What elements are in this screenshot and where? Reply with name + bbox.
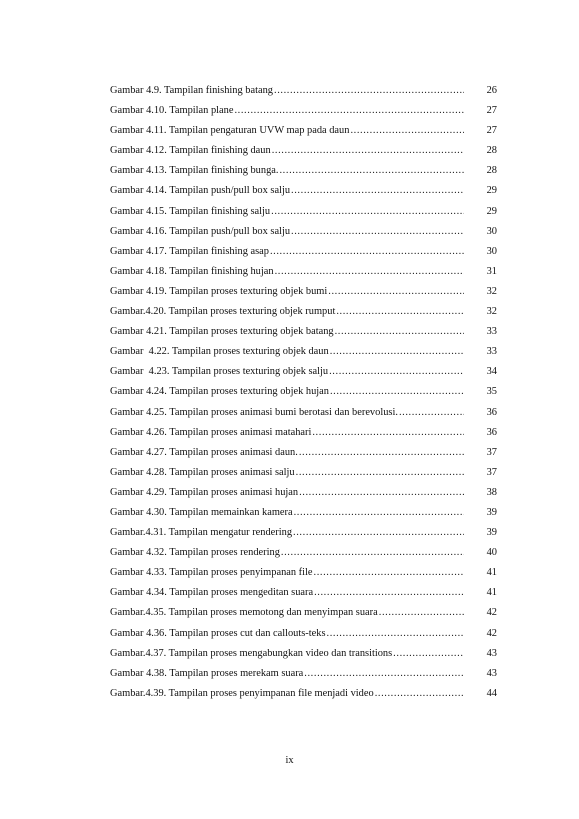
dot-leader (328, 282, 464, 302)
toc-entry (110, 644, 497, 664)
toc-entry-label: Gambar 4.16. Tampilan push/pull box salju (110, 225, 291, 237)
dot-leader (299, 483, 464, 503)
toc-entry-label: Gambar 4.15. Tampilan finishing salju (110, 205, 271, 217)
toc-entry-page: 37 (486, 446, 497, 458)
toc-entry-title-line (110, 603, 466, 623)
toc-entry-title-line (110, 583, 466, 603)
toc-entry (110, 624, 497, 644)
dot-leader (304, 664, 464, 684)
dot-leader (272, 141, 464, 161)
toc-entry-label: Gambar 4.27. Tampilan proses animasi daun. (110, 446, 298, 458)
toc-entry-page: 43 (486, 667, 497, 679)
toc-entry (110, 101, 497, 121)
dot-leader (393, 644, 464, 664)
toc-entry-title-line (110, 101, 466, 121)
toc-entry-label: Gambar 4.9. Tampilan finishing batang (110, 85, 273, 96)
toc-entry-label: Gambar 4.32. Tampilan proses rendering (110, 547, 280, 559)
toc-entry-label: Gambar 4.22. Tampilan proses texturing objek daun (110, 346, 329, 358)
toc-entry-title-line (110, 322, 466, 342)
toc-entry (110, 503, 497, 523)
toc-entry-page: 29 (486, 185, 497, 197)
toc-entry-label: Gambar 4.19. Tampilan proses texturing objek bumi (110, 285, 328, 297)
toc-entry-title-line (110, 161, 466, 181)
toc-entry-title-line (110, 342, 466, 362)
toc-entry (110, 382, 497, 402)
toc-entry-title-line (110, 121, 466, 141)
toc-entry-title-line (110, 664, 466, 684)
toc-entry-page: 42 (486, 627, 497, 639)
toc-entry-label: Gambar 4.28. Tampilan proses animasi salju (110, 466, 295, 478)
toc-entry-title-line (110, 543, 466, 563)
toc-entry (110, 242, 497, 262)
toc-entry (110, 262, 497, 282)
toc-entry-label: Gambar 4.14. Tampilan push/pull box salju (110, 185, 291, 197)
toc-entry-page: 36 (486, 406, 497, 418)
toc-entry-title-line (110, 362, 466, 382)
dot-leader (379, 603, 464, 623)
toc-entry (110, 141, 497, 161)
toc-entry-label: Gambar 4.18. Tampilan finishing hujan (110, 265, 274, 277)
toc-entry-title-line (110, 503, 466, 523)
toc-entry (110, 342, 497, 362)
toc-entry-label: Gambar 4.21. Tampilan proses texturing objek batang (110, 326, 334, 338)
dot-leader (234, 101, 464, 121)
dot-leader (291, 181, 464, 201)
page-number: ix (285, 755, 294, 766)
dot-leader (327, 624, 465, 644)
toc-entry (110, 362, 497, 382)
toc-entry-title-line (110, 141, 466, 161)
toc-entry-page: 30 (486, 225, 497, 237)
toc-entry (110, 603, 497, 623)
toc-entry (110, 463, 497, 483)
toc-entry-label: Gambar 4.25. Tampilan proses animasi bumi berotasi dan berevolusi. (110, 406, 398, 418)
dot-leader (291, 222, 464, 242)
toc-entry-label: Gambar 4.17. Tampilan finishing asap (110, 245, 269, 257)
dot-leader (270, 242, 464, 262)
toc-entry (110, 222, 497, 242)
toc-entry-label: Gambar 4.13. Tampilan finishing bunga. (110, 165, 279, 177)
toc-entry-page: 27 (486, 125, 497, 137)
toc-entry-title-line (110, 443, 466, 463)
toc-entry-page: 33 (486, 346, 497, 358)
dot-leader (294, 503, 464, 523)
dot-leader (281, 543, 464, 563)
dot-leader (375, 684, 464, 704)
dot-leader (399, 403, 464, 423)
toc-entry-title-line (110, 463, 466, 483)
toc-entry-label: Gambar.4.35. Tampilan proses memotong dan menyimpan suara (110, 607, 378, 619)
toc-entry-label: Gambar 4.38. Tampilan proses merekam suara (110, 667, 304, 679)
toc-entry-label: Gambar 4.26. Tampilan proses animasi matahari (110, 426, 312, 438)
toc-entry-title-line (110, 644, 466, 664)
toc-entry-label: Gambar 4.24. Tampilan proses texturing objek hujan (110, 386, 329, 398)
toc-entry (110, 81, 497, 101)
toc-entry (110, 664, 497, 684)
dot-leader (314, 583, 464, 603)
toc-entry-page: 37 (486, 466, 497, 478)
dot-leader (329, 362, 464, 382)
toc-entry (110, 202, 497, 222)
toc-entry-page: 32 (486, 285, 497, 297)
dot-leader (336, 302, 464, 322)
toc-entry-title-line (110, 684, 466, 704)
toc-entry-label: Gambar 4.23. Tampilan proses texturing objek salju (110, 366, 329, 378)
toc-entry-label: Gambar.4.39. Tampilan proses penyimpanan file menjadi video (110, 687, 374, 699)
dot-leader (296, 463, 464, 483)
toc-entry (110, 322, 497, 342)
toc-entry-title-line (110, 202, 466, 222)
toc-entry-page: 27 (486, 105, 497, 117)
toc-entry-label: Gambar 4.12. Tampilan finishing daun (110, 145, 271, 157)
toc-entry-page: 44 (486, 687, 497, 699)
toc-entry-page: 31 (486, 265, 497, 277)
toc-entry-title-line (110, 181, 466, 201)
toc-entry-page: 26 (486, 85, 497, 96)
toc-entry-label: Gambar 4.30. Tampilan memainkan kamera (110, 506, 293, 518)
toc-entry-page: 28 (486, 165, 497, 177)
toc-entry-label: Gambar.4.31. Tampilan mengatur rendering (110, 527, 293, 539)
dot-leader (279, 161, 464, 181)
toc-entry (110, 302, 497, 322)
toc-entry-label: Gambar 4.11. Tampilan pengaturan UVW map pada daun (110, 125, 350, 137)
toc-entry (110, 161, 497, 181)
dot-leader (330, 342, 464, 362)
dot-leader (350, 121, 464, 141)
toc-entry-title-line (110, 523, 466, 543)
toc-entry-title-line (110, 423, 466, 443)
toc-entry-page: 39 (486, 527, 497, 539)
toc-entry-page: 42 (486, 607, 497, 619)
dot-leader (335, 322, 464, 342)
toc-entry (110, 443, 497, 463)
toc-entry (110, 684, 497, 704)
toc-entry-title-line (110, 81, 466, 101)
toc-entry-title-line (110, 403, 466, 423)
toc-entry-title-line (110, 382, 466, 402)
toc-entry-label: Gambar 4.29. Tampilan proses animasi hujan (110, 486, 299, 498)
dot-leader (293, 523, 464, 543)
toc-entry (110, 583, 497, 603)
toc-entry-page: 28 (486, 145, 497, 157)
toc-entry-page: 33 (486, 326, 497, 338)
toc-entry (110, 483, 497, 503)
toc-entry-page: 39 (486, 506, 497, 518)
toc-entry-page: 36 (486, 426, 497, 438)
toc-entry (110, 282, 497, 302)
dot-leader (330, 382, 464, 402)
toc-entry (110, 181, 497, 201)
toc-entry-page: 30 (486, 245, 497, 257)
toc-entry-page: 38 (486, 486, 497, 498)
toc-entry-title-line (110, 242, 466, 262)
toc-entry-page: 34 (486, 366, 497, 378)
dot-leader (274, 81, 464, 101)
dot-leader (299, 443, 464, 463)
toc-entry-title-line (110, 624, 466, 644)
toc-entry (110, 563, 497, 583)
toc-entry-title-line (110, 222, 466, 242)
toc-entry-label: Gambar 4.34. Tampilan proses mengeditan suara (110, 587, 314, 599)
dot-leader (271, 202, 464, 222)
dot-leader (314, 563, 464, 583)
toc-entry-page: 41 (486, 567, 497, 579)
toc-entry-label: Gambar.4.20. Tampilan proses texturing objek rumput (110, 306, 336, 318)
toc-entry-title-line (110, 483, 466, 503)
toc-entry-page: 41 (486, 587, 497, 599)
toc-entry (110, 543, 497, 563)
toc-entry-title-line (110, 282, 466, 302)
toc-entry-label: Gambar.4.37. Tampilan proses mengabungkan video dan transitions (110, 647, 393, 659)
toc-entry-label: Gambar 4.33. Tampilan proses penyimpanan file (110, 567, 313, 579)
dot-leader (275, 262, 464, 282)
toc-entry (110, 523, 497, 543)
toc-entry-label: Gambar 4.10. Tampilan plane (110, 105, 234, 117)
toc-entry-title-line (110, 563, 466, 583)
toc-entry-page: 43 (486, 647, 497, 659)
toc-entry-page: 35 (486, 386, 497, 398)
list-of-figures (110, 81, 497, 704)
toc-entry-page: 32 (486, 306, 497, 318)
toc-entry-title-line (110, 262, 466, 282)
toc-entry-page: 29 (486, 205, 497, 217)
toc-entry-title-line (110, 302, 466, 322)
toc-entry (110, 403, 497, 423)
toc-entry-page: 40 (486, 547, 497, 559)
toc-entry-label: Gambar 4.36. Tampilan proses cut dan callouts-teks (110, 627, 326, 639)
dot-leader (312, 423, 464, 443)
toc-entry (110, 423, 497, 443)
toc-entry (110, 121, 497, 141)
